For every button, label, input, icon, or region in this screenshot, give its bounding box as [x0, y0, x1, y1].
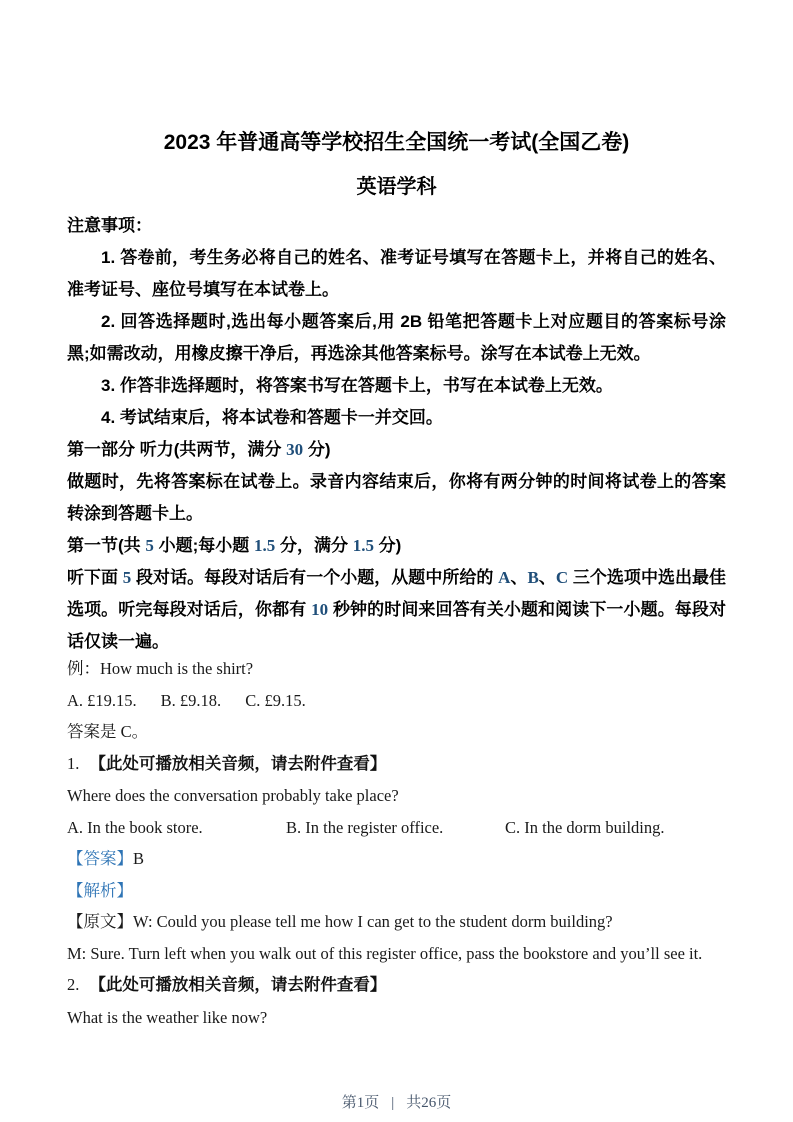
question-1-block: [67, 753, 726, 964]
question-1-answer-line: [67, 848, 726, 869]
example-label: 例：: [67, 659, 100, 678]
section1-instruction: 听下面 5 段对话。每段对话后有一个小题，从题中所给的 A、B、C 三个选项中选出最佳选项。听完每段对话后，你都有 10 秒钟的时间来回答有关小题和阅读下一小题。每段对话仅读一遍。: [67, 568, 727, 651]
footer-page-number: 第1页: [341, 1095, 380, 1111]
answer-label: 【答案】: [67, 849, 133, 868]
questions-area: [67, 658, 726, 1028]
question-1-transcript-w-line: [67, 911, 726, 932]
part1-listening-section: [67, 434, 726, 658]
notice-item-2: 2. 回答选择题时,选出每小题答案后,用 2B 铅笔把答题卡上对应题目的答案标号涂黑;如需改动，用橡皮擦干净后，再选涂其他答案标号。涂写在本试卷上无效。: [67, 312, 726, 363]
exam-subject: 英语学科: [356, 176, 437, 198]
question-1-option-c: C. In the dorm building.: [505, 817, 665, 837]
question-1-option-b: B. In the register office.: [286, 817, 444, 837]
question-1-audio-placeholder: 【此处可播放相关音频，请去附件查看】: [89, 754, 387, 773]
question-1-answer: B: [133, 849, 145, 868]
question-1-number: 1.: [67, 753, 80, 773]
source-label: 【原文】: [67, 912, 133, 931]
question-1-option-a: A. In the book store.: [67, 817, 203, 837]
notice-item-3: 3. 作答非选择题时，将答案书写在答题卡上，书写在本试卷上无效。: [101, 376, 613, 395]
section1-heading: 第一节(共 5 小题;每小题 1.5 分，满分 1.5 分): [67, 536, 402, 555]
example-question-line: [67, 658, 726, 679]
page-footer: [0, 1093, 793, 1113]
example-block: [67, 658, 726, 742]
example-answer-note: 答案是 C。: [67, 722, 149, 741]
example-option-a: A. £19.15.: [67, 690, 137, 710]
example-options: [67, 690, 726, 711]
question-2-audio-line: [67, 974, 726, 996]
question-1-analysis-line: [67, 880, 726, 901]
notice-item-1: 1. 答卷前，考生务必将自己的姓名、准考证号填写在答题卡上，并将自己的姓名、准考证号、座位号填写在本试卷上。: [67, 248, 726, 299]
footer-separator: |: [391, 1095, 395, 1111]
notice-section: [67, 210, 726, 434]
footer-page-total: 共26页: [406, 1095, 452, 1111]
question-1-transcript-w: W: Could you please tell me how I can get to the student dorm building?: [133, 912, 613, 931]
part1-heading: 第一部分 听力(共两节，满分 30 分): [67, 440, 331, 459]
question-1-options: [67, 817, 726, 838]
example-option-c: C. £9.15.: [245, 690, 306, 710]
exam-title: 2023 年普通高等学校招生全国统一考试(全国乙卷): [163, 131, 630, 154]
question-2-block: [67, 974, 726, 1028]
page-content: [0, 128, 793, 1028]
question-1-transcript-m: M: Sure. Turn left when you walk out of this register office, pass the bookstore and you’ll see it.: [67, 943, 703, 963]
notice-item-4: 4. 考试结束后，将本试卷和答题卡一并交回。: [101, 408, 443, 427]
analysis-label: 【解析】: [67, 880, 133, 900]
part1-transfer-note: 做题时，先将答案标在试卷上。录音内容结束后，你将有两分钟的时间将试卷上的答案转涂到答题卡上。: [67, 472, 726, 523]
question-2-audio-placeholder: 【此处可播放相关音频，请去附件查看】: [89, 976, 387, 994]
question-2-number: 2.: [67, 975, 80, 994]
question-2-text: What is the weather like now?: [67, 1007, 268, 1027]
notice-heading: 注意事项：: [67, 216, 152, 235]
question-1-audio-line: [67, 753, 726, 775]
question-1-text: Where does the conversation probably take place?: [67, 786, 399, 805]
example-question: How much is the shirt?: [100, 659, 254, 678]
example-option-b: B. £9.18.: [160, 690, 222, 710]
